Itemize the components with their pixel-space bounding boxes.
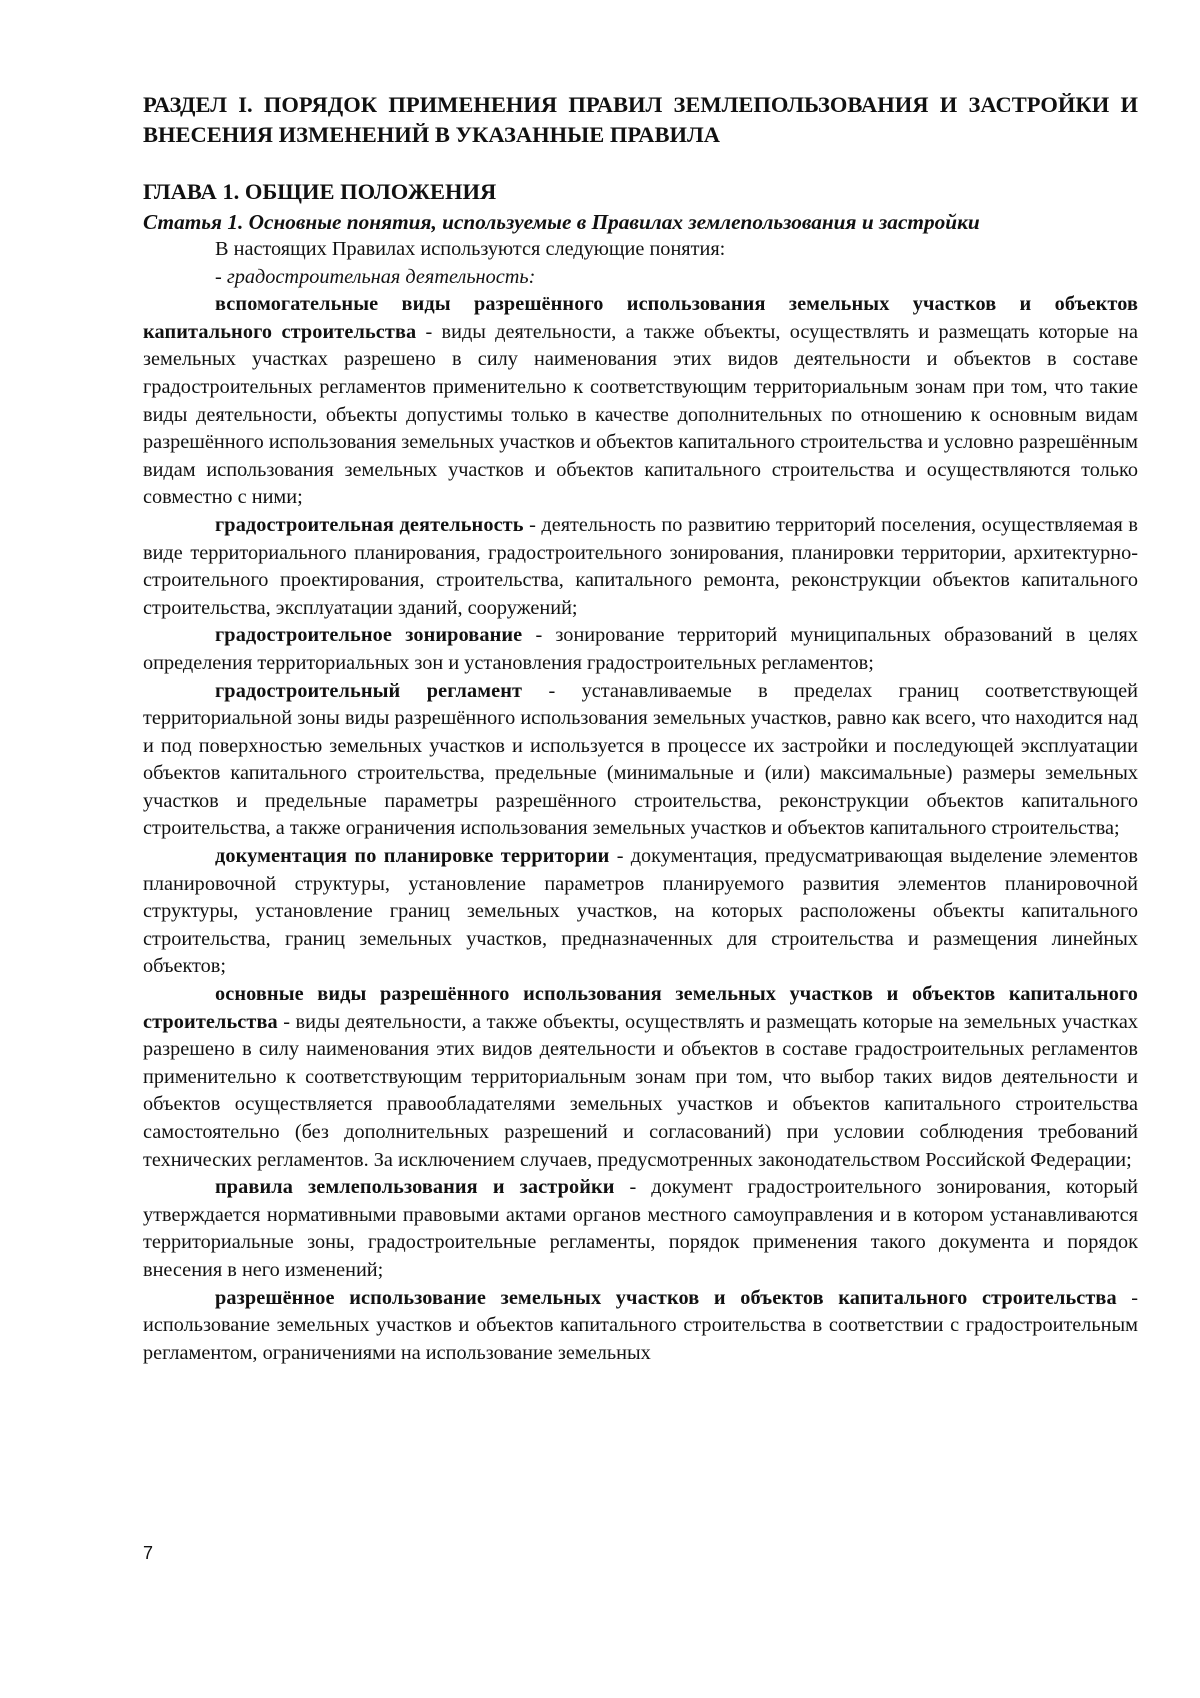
definition-term: вспомогательные виды разрешённого использования земельных участков и объектов капитального строительства bbox=[143, 293, 1138, 343]
document-page bbox=[143, 90, 1138, 1367]
dash-prefix: - bbox=[215, 265, 227, 288]
definition-paragraph bbox=[143, 1174, 1138, 1284]
definition-paragraph bbox=[143, 843, 1138, 981]
definition-paragraph bbox=[143, 678, 1138, 844]
definition-term: градостроительный регламент bbox=[215, 679, 523, 702]
chapter-title: ГЛАВА 1. ОБЩИЕ ПОЛОЖЕНИЯ bbox=[143, 179, 497, 204]
definition-text: - документация, предусматривающая выделение элементов планировочной структуры, установление параметров планируемого развития элементов планировочной структуры, установление границ земельных участков, на которых расположены объекты капитального строительства, границ земельных участков, предназначенных для строительства и размещения линейных объектов; bbox=[143, 845, 1138, 978]
page-number: 7 bbox=[143, 1543, 154, 1563]
definition-paragraph bbox=[143, 291, 1138, 512]
section-title: РАЗДЕЛ I. ПОРЯДОК ПРИМЕНЕНИЯ ПРАВИЛ ЗЕМЛЕПОЛЬЗОВАНИЯ И ЗАСТРОЙКИ И ВНЕСЕНИЯ ИЗМЕНЕНИЙ В УКАЗАННЫЕ ПРАВИЛА bbox=[143, 92, 1138, 147]
definition-term: градостроительное зонирование bbox=[215, 624, 523, 647]
definition-text: - деятельность по развитию территорий поселения, осуществляемая в виде территориального планирования, градостроительного зонирования, планировки территории, архитектурно-строительного проектирования, строительства, капитального ремонта, реконструкции объектов капитального строительства, эксплуатации зданий, сооружений; bbox=[143, 513, 1138, 619]
dash-item-text: градостроительная деятельность: bbox=[226, 265, 536, 288]
dash-list-item bbox=[143, 264, 1138, 292]
definition-term: документация по планировке территории bbox=[215, 845, 610, 868]
definition-paragraph bbox=[143, 981, 1138, 1174]
definition-term: градостроительная деятельность bbox=[215, 513, 524, 536]
definition-paragraph bbox=[143, 512, 1138, 622]
intro-paragraph: В настоящих Правилах используются следующие понятия: bbox=[215, 238, 726, 260]
article-title: Статья 1. Основные понятия, используемые в Правилах землепользования и застройки bbox=[143, 210, 980, 234]
definition-text: - зонирование территорий муниципальных образований в целях определения территориальных зон и установления градостроительных регламентов; bbox=[143, 624, 1138, 674]
definition-paragraph bbox=[143, 1285, 1138, 1368]
definition-term: разрешённое использование земельных участков и объектов капитального строительства bbox=[215, 1286, 1117, 1309]
definition-paragraph bbox=[143, 622, 1138, 677]
definition-text: - виды деятельности, а также объекты, осуществлять и размещать которые на земельных участках разрешено в силу наименования этих видов деятельности и объектов в составе градостроительных регламентов применительно к соответствующим территориальным зонам при том, что выбор таких видов деятельности и объектов осуществляется правообладателями земельных участков и объектов капитального строительства самостоятельно (без дополнительных разрешений и согласований) при условии соблюдения требований технических регламентов. За исключением случаев, предусмотренных законодательством Российской Федерации; bbox=[143, 1010, 1138, 1171]
definition-text: - виды деятельности, а также объекты, осуществлять и размещать которые на земельных участках разрешено в силу наименования этих видов деятельности и объектов в составе градостроительных регламентов применительно к соответствующим территориальным зонам при том, что такие виды деятельности, объекты допустимы только в качестве дополнительных по отношению к основным видам разрешённого использования земельных участков и объектов капитального строительства и условно разрешённым видам использования земельных участков и объектов капитального строительства и осуществляются только совместно с ними; bbox=[143, 320, 1138, 509]
definition-text: - использование земельных участков и объектов капитального строительства в соответствии с градостроительным регламентом, ограничениями на использование земельных bbox=[143, 1286, 1138, 1364]
definition-text: - устанавливаемые в пределах границ соответствующей территориальной зоны виды разрешённого использования земельных участков, равно как всего, что находится над и под поверхностью земельных участков и используется в процессе их застройки и последующей эксплуатации объектов капитального строительства, предельные (минимальные и (или) максимальные) размеры земельных участков и предельные параметры разрешённого строительства, реконструкции объектов капитального строительства, а также ограничения использования земельных участков и объектов капитального строительства; bbox=[143, 679, 1139, 840]
definition-text: - документ градостроительного зонирования, который утверждается нормативными правовыми актами органов местного самоуправления и в котором устанавливаются территориальные зоны, градостроительные регламенты, порядок применения такого документа и порядок внесения в него изменений; bbox=[143, 1176, 1139, 1281]
definition-term: основные виды разрешённого использования земельных участков и объектов капитального строительства bbox=[143, 983, 1138, 1033]
definition-term: правила землепользования и застройки bbox=[215, 1176, 615, 1199]
